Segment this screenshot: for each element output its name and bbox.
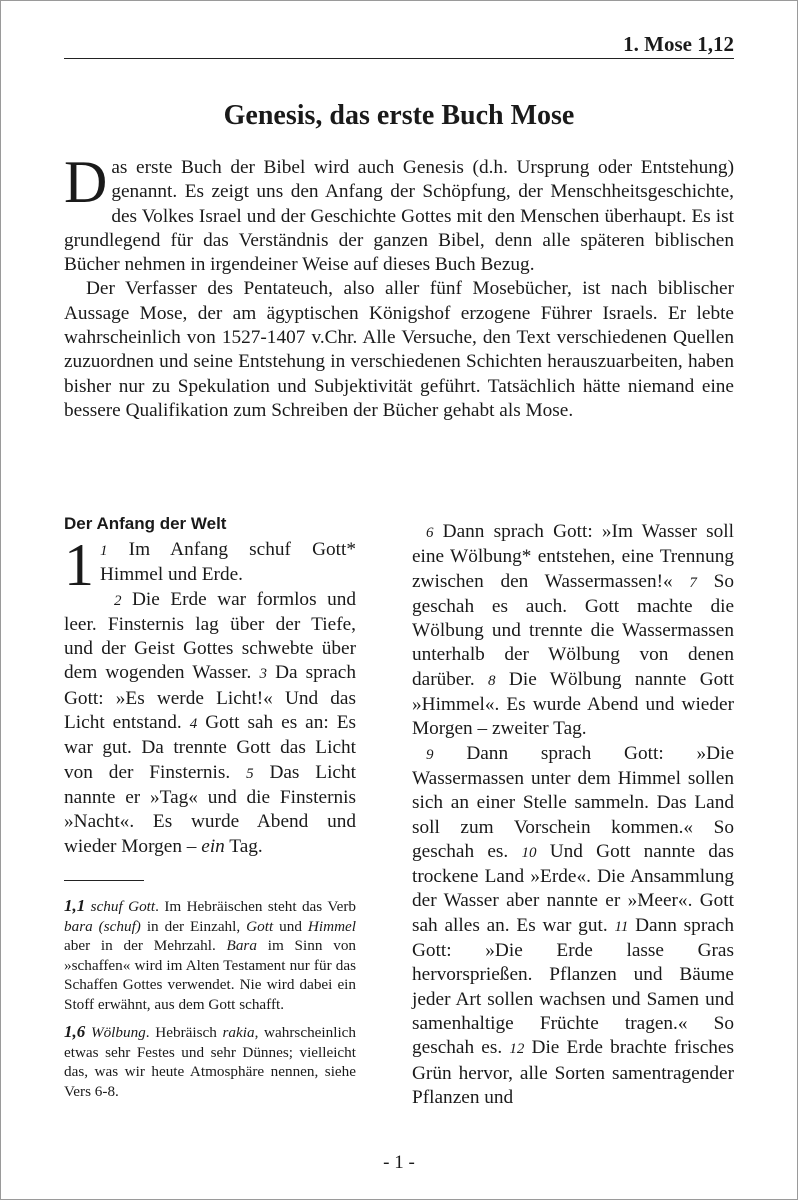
footnote-term: rakia [222, 1024, 255, 1041]
intro-paragraph-2: Der Verfasser des Pentateuch, also aller fünf Mosebücher, ist nach biblischer Aussage Mose, der am ägyptischen Königshof erzogene Führer Israels. Er lebte wahrscheinlich von 1527-1407 v.Chr. Alle Versuche, den Text verschiedenen Quellen zuzuordnen und seine Entstehung in verschiedenen Schichten herauszuarbeiten, haben bisher nur zu Spekulation und Subjektivität geführt. Tatsächlich hätte niemand eine bessere Qualifikation zum Schreiben der Bücher gehabt als Mose. [64, 278, 734, 421]
verse-text: Das Licht nannte er »Tag« und die Finsternis »Nacht«. Es wurde Abend und wieder Morgen – [64, 761, 356, 857]
verse-text: Im Anfang schuf Gott* Himmel und Erde. [100, 539, 356, 586]
verse-text: Da sprach Gott: »Es werde Licht!« Und das Licht entstand. [64, 662, 356, 734]
footnote-text: aber in der Mehrzahl. [64, 937, 227, 954]
verse-block-1 [64, 532, 356, 598]
footnote-term: Bara [226, 937, 257, 954]
verse-number: 8 [488, 672, 496, 689]
footnote-term: bara (schuf) [64, 917, 141, 935]
column-left [64, 512, 356, 859]
footnote-text: in der Einzahl, [140, 917, 247, 935]
footnote-term: schuf Gott [90, 898, 156, 915]
footnote-ref: 1,1 [64, 896, 86, 915]
footnote-text: . Hebräisch [145, 1024, 223, 1041]
verse-text: Dann sprach Gott: »Die Wassermassen unter dem Himmel sollen sich an einer Stelle sammeln. Das Land soll zum Vorschein kommen.« So geschah es. [412, 742, 734, 862]
verse-block-3 [412, 520, 734, 742]
footnote-text: , wahrscheinlich etwas sehr Festes und sehr Dünnes; vielleicht das, was wir heute Atmosphäre nennen, siehe Vers 6-8. [64, 1024, 356, 1100]
verse-text: So geschah es auch. Gott machte die Wölbung und trennte die Wassermassen unterhalb der Wölbung von denen darüber. [412, 570, 735, 690]
verse-number: 6 [426, 525, 434, 541]
verse-number: 4 [189, 716, 198, 733]
drop-cap: D [64, 149, 108, 215]
verse-block-2 [64, 588, 356, 859]
verse-text: Die Erde war formlos und leer. Finsternis lag über der Tiefe, und der Geist Gottes schwebte über dem wogenden Wasser. [64, 588, 356, 684]
footnote-term: Gott [246, 917, 274, 935]
footnote [64, 896, 356, 1014]
verse-text: Die Erde brachte frisches Grün hervor, alle Sorten samentragender Pflanzen und [412, 1037, 734, 1108]
intro-paragraph-1 [64, 149, 734, 277]
verse-text: Dann sprach Gott: »Die Erde lasse Gras hervorsprießen. Pflanzen und Bäume jeder Art sollen wachsen und Samen und samenhaltige Früchte tragen.« So geschah es. [412, 914, 734, 1059]
running-head: 1. Mose 1,12 [623, 32, 734, 56]
verse-number: 3 [259, 666, 267, 683]
column-right [412, 520, 734, 1110]
footnote-ref: 1,6 [64, 1022, 86, 1041]
section-heading: Der Anfang der Welt [64, 514, 227, 533]
verse-number: 9 [426, 746, 434, 763]
verse-text: Tag. [224, 835, 263, 857]
footnote-text: und [273, 917, 308, 935]
verse-number: 11 [614, 918, 629, 935]
verse-number: 12 [509, 1041, 525, 1058]
footnote-term: Wölbung [90, 1024, 146, 1041]
verse-number: 7 [689, 574, 697, 591]
verse-number: 10 [521, 844, 537, 861]
verse-block-4 [412, 742, 734, 1110]
page-title: Genesis, das erste Buch Mose [223, 100, 575, 131]
footnote [64, 1022, 356, 1101]
footnote-divider [64, 880, 144, 881]
verse-text: Gott sah es an: Es war gut. Da trennte Gott das Licht von der Finsternis. [64, 712, 356, 783]
footnote-text: . Im Hebräischen steht das Verb [155, 898, 357, 915]
verse-text: Und Gott nannte das trockene Land »Erde«. Die Ansammlung der Wasser aber nannte er »Meer«. Gott sah alles an. Es war gut. [412, 840, 734, 936]
verse-text: Die Wölbung nannte Gott »Himmel«. Es wurde Abend und wieder Morgen – zweiter Tag. [412, 668, 734, 740]
verse-number: 2 [114, 592, 122, 609]
footnote-term: Himmel [307, 917, 357, 935]
page-header [64, 32, 734, 59]
page-number: - 1 - [383, 1152, 415, 1173]
verse-number: 5 [246, 765, 254, 782]
verse-text: Dann sprach Gott: »Im Wasser soll eine Wölbung* entstehen, eine Trennung zwischen den Wassermassen!« [412, 521, 734, 592]
footnote-text: im Sinn von »schaffen« wird im Alten Testament nur für das Schaffen Gottes verwendet. Nie wird dabei ein Stoff erwähnt, aus dem Gott schafft. [64, 937, 357, 1013]
verse-number: 1 [100, 543, 108, 559]
intro-paragraph-1-text: as erste Buch der Bibel wird auch Genesis (d.h. Ursprung oder Entstehung) genannt. Es zeigt uns den Anfang der Schöpfung, der Menschheitsgeschichte, des Volkes Israel und der Geschichte Gottes mit den Menschen überhaupt. Es ist grundlegend für das Verständnis der ganzen Bibel, denn alle späteren biblischen Bücher nehmen in irgendeiner Weise auf dieses Buch Bezug. [64, 157, 734, 276]
verse-emphasis: ein [201, 835, 225, 857]
footnotes [64, 896, 356, 1109]
intro-text [64, 149, 734, 423]
chapter-number: 1 [64, 532, 94, 598]
